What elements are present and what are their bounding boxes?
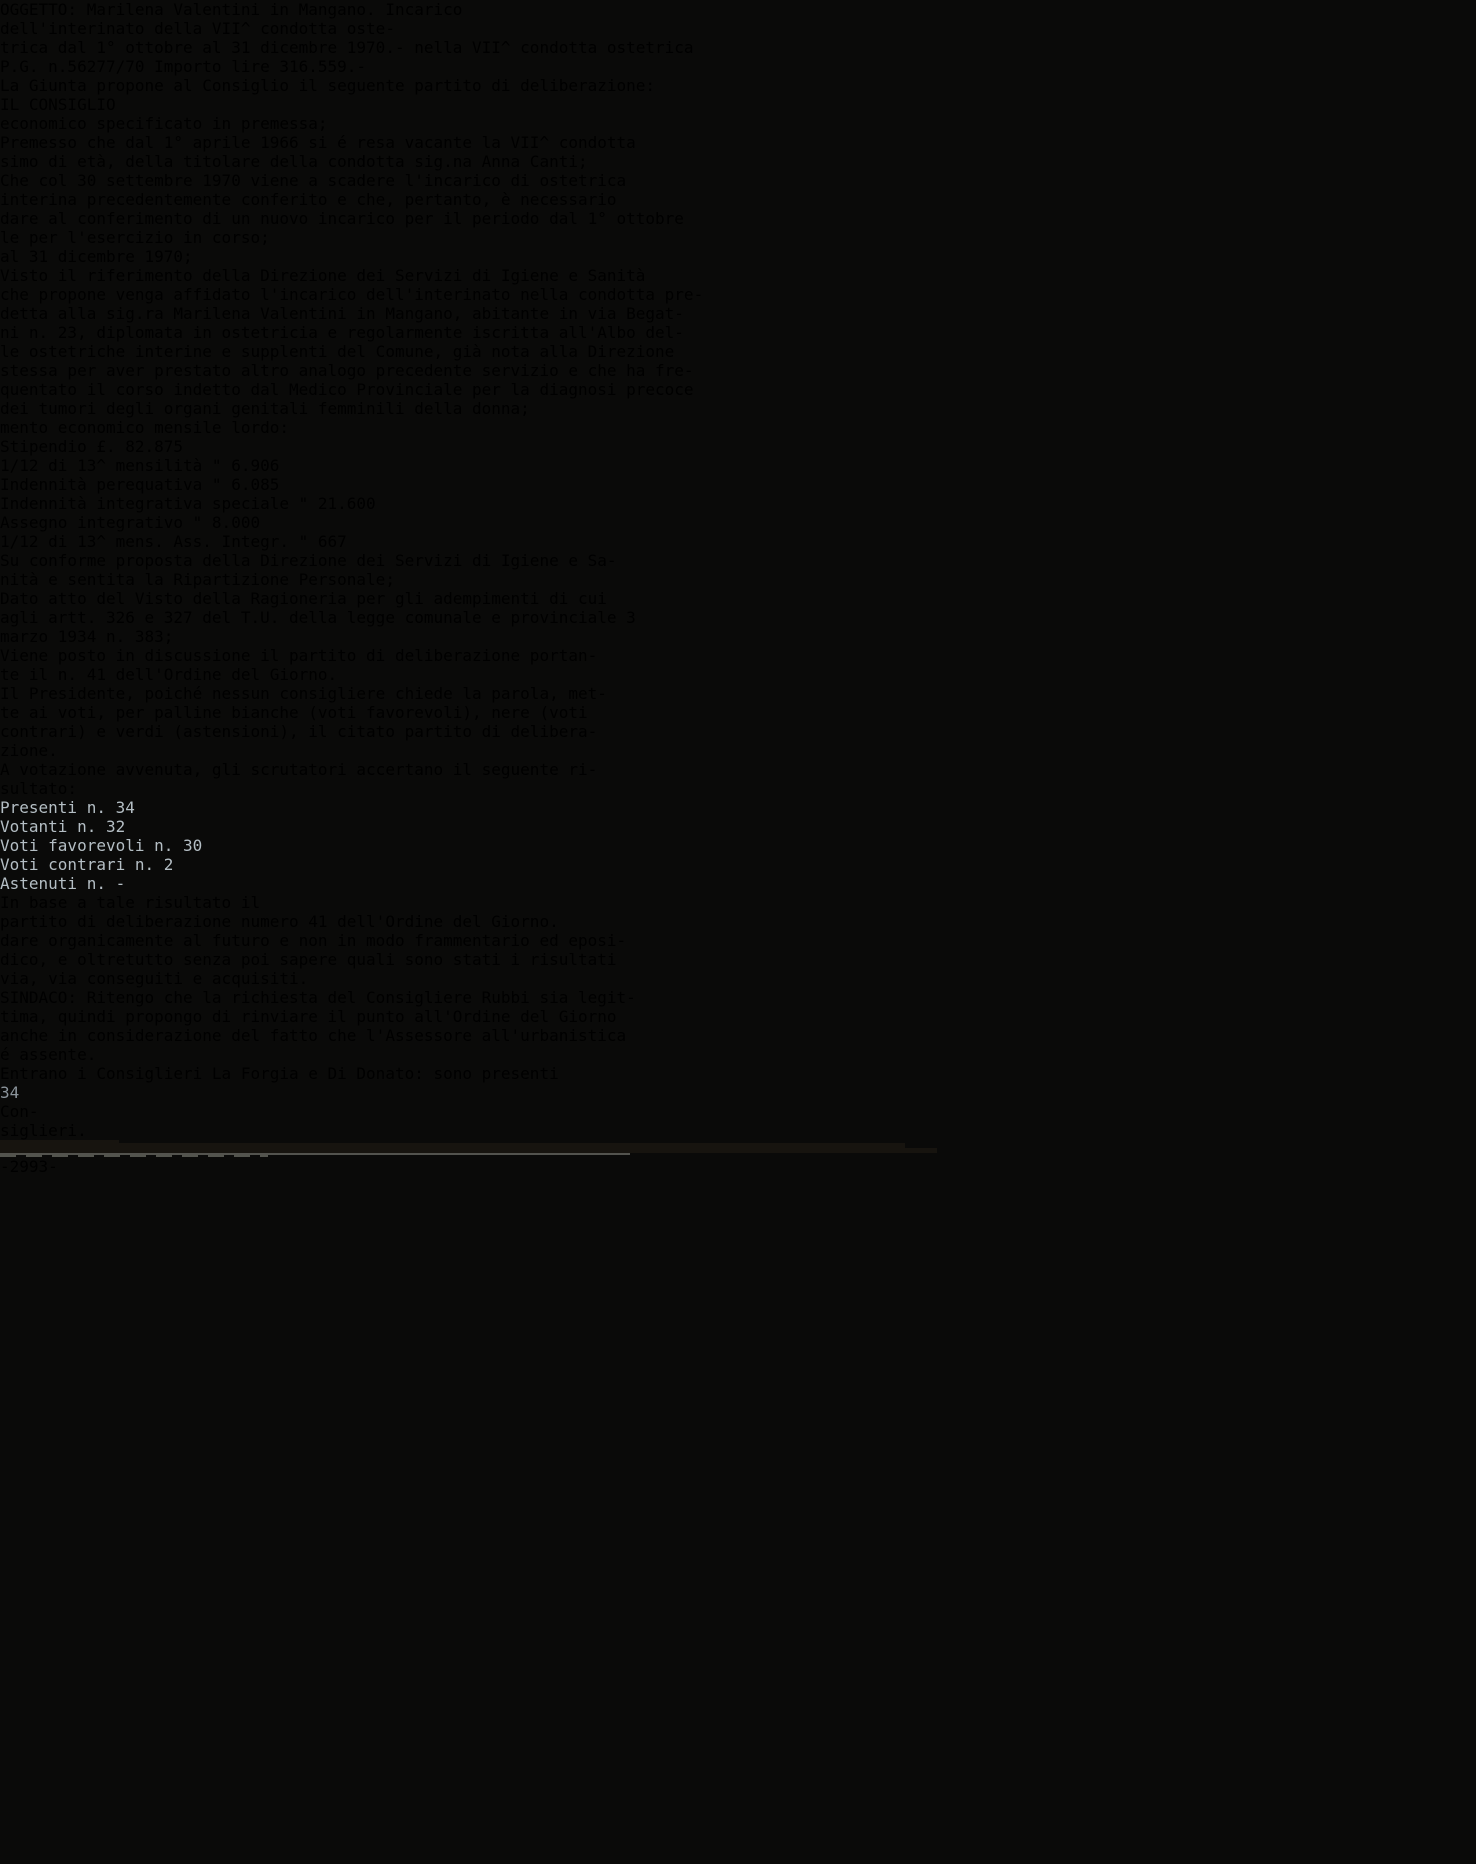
ghost-text-layer — [0, 646, 1476, 931]
ghost-line-mirrored: al 31 dicembre 1970; — [0, 247, 193, 266]
ghost-line-mirrored: dell'interinato della VII^ condotta oste- — [0, 19, 395, 38]
ghost-line-mirrored: le per l'esercizio in corso; — [0, 228, 270, 247]
ghost-line-mirrored: simo di età, della titolare della condotta sig.na Anna Canti; — [0, 152, 588, 171]
ghost-line: Il Presidente, poiché nessun consigliere chiede la parola, met- — [0, 684, 607, 703]
ghost-line: Astenuti n. - — [0, 874, 126, 893]
ghost-line-mirrored: ni n. 23, diplomata in ostetricia e regolarmente iscritta all'Albo del- — [0, 323, 684, 342]
ghost-line-mirrored: dare al conferimento di un nuovo incarico per il periodo dal 1° ottobre — [0, 209, 684, 228]
ghost-line: te ai voti, per palline bianche (voti favorevoli), nere (voti — [0, 703, 588, 722]
ghost-line-mirrored: nità e sentita la Ripartizione Personale; — [0, 570, 395, 589]
left-page-edge — [6, 24, 64, 1814]
typed-line: 34 — [0, 1083, 20, 1102]
ghost-line-mirrored: Visto il riferimento della Direzione dei Servizi di Igiene e Sanità — [0, 266, 646, 285]
ghost-line-mirrored: 1/12 di 13^ mensilità " 6.906 — [0, 456, 280, 475]
ghost-line: partito di deliberazione numero 41 dell'Ordine del Giorno. — [0, 912, 559, 931]
typed-text-layer — [0, 931, 1476, 1140]
ghost-line-mirrored: trica dal 1° ottobre al 31 dicembre 1970.- nella VII^ condotta ostetrica — [0, 38, 694, 57]
ghost-line-mirrored: La Giunta propone al Consiglio il seguente partito di deliberazione: — [0, 76, 656, 95]
typed-line: tima, quindi propongo di rinviare il punto all'Ordine del Giorno — [0, 1007, 617, 1026]
typed-line: SINDACO: Ritengo che la richiesta del Consigliere Rubbi sia legit- — [0, 988, 636, 1007]
ghost-line: sultato: — [0, 779, 78, 798]
ghost-line: Voti favorevoli n. 30 — [0, 836, 203, 855]
typed-line: anche in considerazione del fatto che l'Assessore all'urbanistica — [0, 1026, 627, 1045]
rules-layer — [0, 1140, 1476, 1157]
typed-line: Entrano i Consiglieri La Forgia e Di Donato: sono presenti — [0, 1064, 559, 1083]
ghost-line: A votazione avvenuta, gli scrutatori accertano il seguente ri- — [0, 760, 598, 779]
ghost-line-mirrored: Su conforme proposta della Direzione dei Servizi di Igiene e Sa- — [0, 551, 617, 570]
ghost-line: Viene posto in discussione il partito di deliberazione portan- — [0, 646, 598, 665]
ghost-line-mirrored: agli artt. 326 e 327 del T.U. della legge comunale e provinciale 3 — [0, 608, 636, 627]
ghost-line-mirrored: Che col 30 settembre 1970 viene a scadere l'incarico di ostetrica — [0, 171, 627, 190]
ghost-line-mirrored: Assegno integrativo " 8.000 — [0, 513, 261, 532]
typed-line: dare organicamente al futuro e non in modo frammentario ed eposi- — [0, 931, 627, 950]
ghost-line: Votanti n. 32 — [0, 817, 126, 836]
ghost-text-mirrored-layer — [0, 0, 1476, 646]
typed-line: Con- — [0, 1102, 39, 1121]
typed-line: dico, e oltretutto senza poi sapere quali sono stati i risultati — [0, 950, 617, 969]
ghost-line-mirrored: detta alla sig.ra Marilena Valentini in Mangano, abitante in via Begat- — [0, 304, 684, 323]
ghost-line-mirrored: Indennità perequativa " 6.085 — [0, 475, 280, 494]
typed-line: siglieri. — [0, 1121, 87, 1140]
ghost-line-mirrored: 1/12 di 13^ mens. Ass. Integr. " 667 — [0, 532, 347, 551]
ghost-line: zione. — [0, 741, 58, 760]
page-number: -2993- — [0, 1157, 58, 1176]
ghost-line-mirrored: Premesso che dal 1° aprile 1966 si é resa vacante la VII^ condotta — [0, 133, 636, 152]
ghost-line: In base a tale risultato il — [0, 893, 261, 912]
ghost-line-mirrored: Dato atto del Visto della Ragioneria per gli adempimenti di cui — [0, 589, 607, 608]
ghost-line-mirrored: IL CONSIGLIO — [0, 95, 116, 114]
ghost-line-mirrored: economico specificato in premessa; — [0, 114, 328, 133]
ghost-line-mirrored: stessa per aver prestato altro analogo precedente servizio e che ha fre- — [0, 361, 694, 380]
ghost-line-mirrored: interina precedentemente conferito e che, pertanto, è necessario — [0, 190, 617, 209]
typed-line: via, via conseguiti e acquisiti. — [0, 969, 309, 988]
ghost-line: te il n. 41 dell'Ordine del Giorno. — [0, 665, 338, 684]
ghost-line: Voti contrari n. 2 — [0, 855, 174, 874]
ghost-line: Presenti n. 34 — [0, 798, 135, 817]
typed-line: é assente. — [0, 1045, 97, 1064]
ghost-line-mirrored: P.G. n.56277/70 Importo lire 316.559.- — [0, 57, 367, 76]
ghost-line-mirrored: Stipendio £. 82.875 — [0, 437, 184, 456]
ghost-line-mirrored: le ostetriche interine e supplenti del Comune, già nota alla Direzione — [0, 342, 675, 361]
ghost-line-mirrored: quentato il corso indetto dal Medico Provinciale per la diagnosi precoce — [0, 380, 694, 399]
ghost-line-mirrored: OGGETTO: Marilena Valentini in Mangano. Incarico — [0, 0, 463, 19]
ghost-line-mirrored: marzo 1934 n. 383; — [0, 627, 174, 646]
ghost-line-mirrored: Indennità integrativa speciale " 21.600 — [0, 494, 376, 513]
ghost-line: contrari) e verdi (astensioni), il citato partito di delibera- — [0, 722, 598, 741]
ghost-line-mirrored: che propone venga affidato l'incarico dell'interinato nella condotta pre- — [0, 285, 704, 304]
ghost-line-mirrored: mento economico mensile lordo: — [0, 418, 289, 437]
ghost-line-mirrored: dei tumori degli organi genitali femminili della donna; — [0, 399, 530, 418]
faint-dashed-rule — [0, 1155, 268, 1157]
